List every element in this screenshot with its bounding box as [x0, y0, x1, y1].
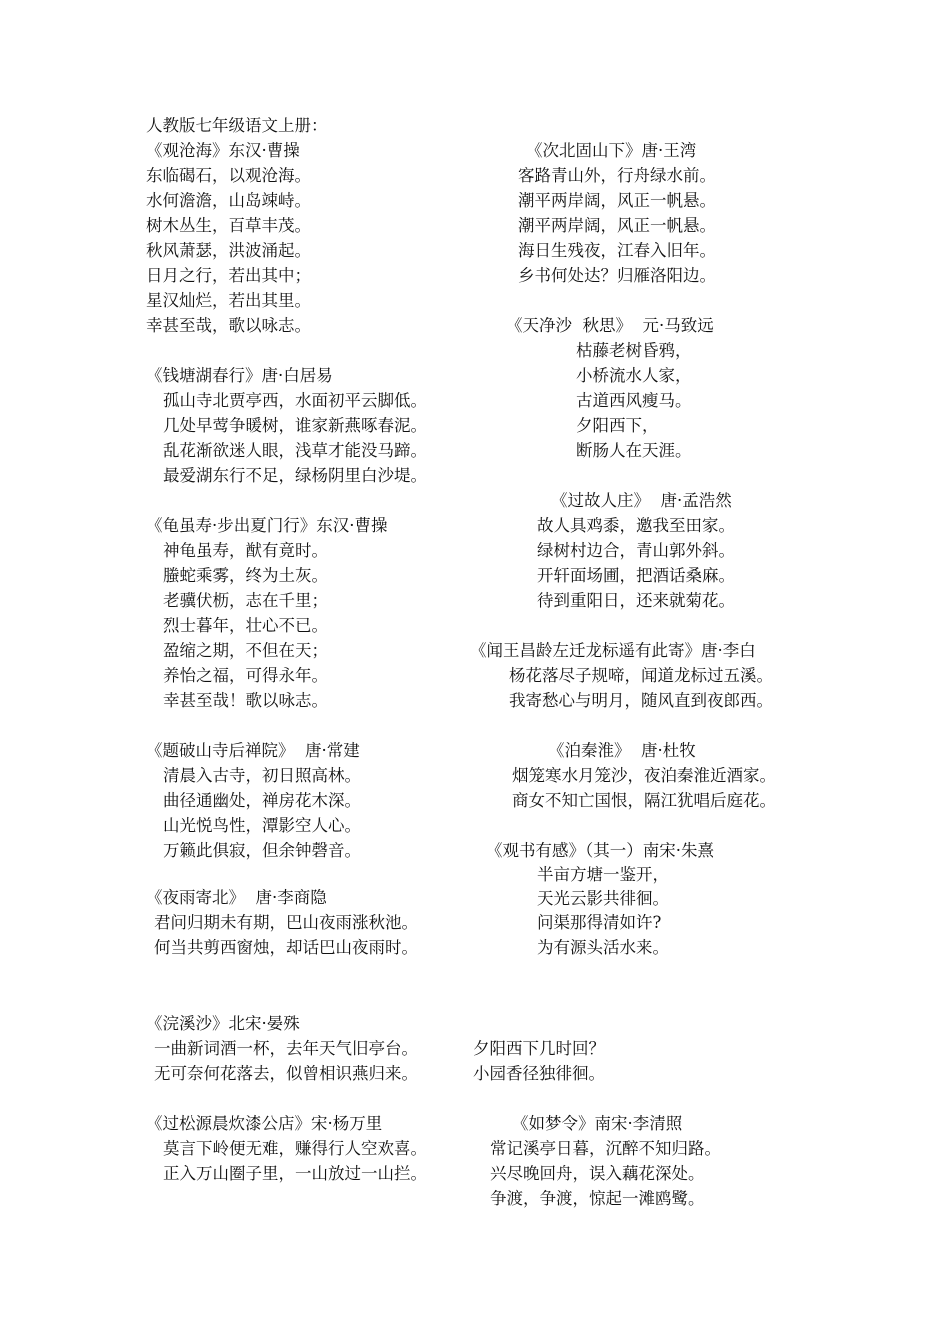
poem-line: 古道西风瘦马。: [576, 391, 692, 410]
poem-line: 小桥流水人家，: [576, 366, 692, 385]
poem-line: 海日生残夜，江春入旧年。: [518, 241, 716, 260]
poem-title: 《观沧海》东汉·曹操: [146, 141, 300, 160]
poem-line: 树木丛生，百草丰茂。: [146, 216, 311, 235]
poem-line: 幸甚至哉！歌以咏志。: [163, 691, 328, 710]
poem-line: 我寄愁心与明月，随风直到夜郎西。: [509, 691, 773, 710]
poem-line: 无可奈何花落去，似曾相识燕归来。: [154, 1064, 418, 1083]
poem-line: 秋风萧瑟，洪波涌起。: [146, 241, 311, 260]
poem-title: 《过故人庄》 唐·孟浩然: [551, 491, 732, 510]
poem-line: 烈士暮年，壮心不已。: [163, 616, 328, 635]
poem-line: 最爱湖东行不足，绿杨阴里白沙堤。: [163, 466, 427, 485]
poem-title: 《过松源晨炊漆公店》宋·杨万里: [146, 1114, 383, 1133]
poem-line: 老骥伏枥，志在千里；: [163, 591, 328, 610]
poem-line: 天光云影共徘徊。: [537, 889, 669, 908]
poem-line: 开轩面场圃，把酒话桑麻。: [537, 566, 735, 585]
poem-line: 幸甚至哉，歌以咏志。: [146, 316, 311, 335]
poem-line: 星汉灿烂，若出其里。: [146, 291, 311, 310]
poem-line: 商女不知亡国恨，隔江犹唱后庭花。: [512, 791, 776, 810]
poem-line: 东临碣石，以观沧海。: [146, 166, 311, 185]
poem-line: 曲径通幽处，禅房花木深。: [163, 791, 361, 810]
poem-line: 夕阳西下，: [576, 416, 659, 435]
poem-title: 《闻王昌龄左迁龙标遥有此寄》唐·李白: [470, 641, 756, 660]
poem-line: 故人具鸡黍，邀我至田家。: [537, 516, 735, 535]
poem-line: 半亩方塘一鉴开，: [537, 865, 669, 884]
poem-line: 螣蛇乘雾，终为土灰。: [163, 566, 328, 585]
poem-line: 万籁此俱寂，但余钟磬音。: [163, 841, 361, 860]
poem-line: 常记溪亭日暮，沉醉不知归路。: [490, 1139, 721, 1158]
poem-line: 几处早莺争暖树，谁家新燕啄春泥。: [163, 416, 427, 435]
poem-line: 客路青山外，行舟绿水前。: [518, 166, 716, 185]
poem-line: 正入万山圈子里，一山放过一山拦。: [163, 1164, 427, 1183]
document-title: 人教版七年级语文上册：: [146, 116, 328, 135]
poem-title: 《浣溪沙》北宋·晏殊: [146, 1014, 300, 1033]
poem-title: 《泊秦淮》 唐·杜牧: [548, 741, 696, 760]
poem-line: 争渡，争渡，惊起一滩鸥鹭。: [490, 1189, 705, 1208]
poem-line: 断肠人在天涯。: [576, 441, 692, 460]
poem-line: 乡书何处达？归雁洛阳边。: [518, 266, 716, 285]
poem-line: 潮平两岸阔，风正一帆悬。: [518, 216, 716, 235]
poem-line: 烟笼寒水月笼沙，夜泊秦淮近酒家。: [512, 766, 776, 785]
poem-line: 清晨入古寺，初日照高林。: [163, 766, 361, 785]
poem-line: 神龟虽寿，猷有竟时。: [163, 541, 328, 560]
poem-title: 《天净沙 秋思》 元·马致远: [506, 316, 714, 335]
poem-title: 《题破山寺后禅院》 唐·常建: [146, 741, 360, 760]
poem-line: 君问归期未有期，巴山夜雨涨秋池。: [154, 913, 418, 932]
poem-line: 水何澹澹，山岛竦峙。: [146, 191, 311, 210]
poem-line: 问渠那得清如许?: [537, 913, 662, 932]
poem-line: 养怡之福，可得永年。: [163, 666, 328, 685]
poem-title: 《观书有感》（其一）南宋·朱熹: [486, 841, 714, 860]
poem-line: 日月之行，若出其中；: [146, 266, 311, 285]
poem-line: 枯藤老树昏鸦，: [576, 341, 692, 360]
poem-line: 潮平两岸阔，风正一帆悬。: [518, 191, 716, 210]
poem-line: 小园香径独徘徊。: [473, 1064, 605, 1083]
poem-line: 杨花落尽子规啼，闻道龙标过五溪。: [509, 666, 773, 685]
poem-line: 何当共剪西窗烛，却话巴山夜雨时。: [154, 938, 418, 957]
poem-title: 《夜雨寄北》 唐·李商隐: [146, 888, 327, 907]
poem-line: 为有源头活水来。: [537, 938, 669, 957]
poem-line: 孤山寺北贾亭西，水面初平云脚低。: [163, 391, 427, 410]
poem-title: 《钱塘湖春行》唐·白居易: [146, 366, 333, 385]
poem-line: 夕阳西下几时回？: [473, 1039, 605, 1058]
poem-line: 莫言下岭便无难，赚得行人空欢喜。: [163, 1139, 427, 1158]
poem-title: 《如梦令》南宋·李清照: [512, 1114, 683, 1133]
poem-line: 山光悦鸟性，潭影空人心。: [163, 816, 361, 835]
poem-line: 待到重阳日，还来就菊花。: [537, 591, 735, 610]
poem-line: 绿树村边合，青山郭外斜。: [537, 541, 735, 560]
poem-line: 兴尽晚回舟，误入藕花深处。: [490, 1164, 705, 1183]
poem-line: 一曲新词酒一杯，去年天气旧亭台。: [154, 1039, 418, 1058]
poem-title: 《龟虽寿·步出夏门行》东汉·曹操: [146, 516, 388, 535]
poem-line: 盈缩之期，不但在天；: [163, 641, 328, 660]
poem-title: 《次北固山下》唐·王湾: [526, 141, 697, 160]
poem-line: 乱花渐欲迷人眼，浅草才能没马蹄。: [163, 441, 427, 460]
